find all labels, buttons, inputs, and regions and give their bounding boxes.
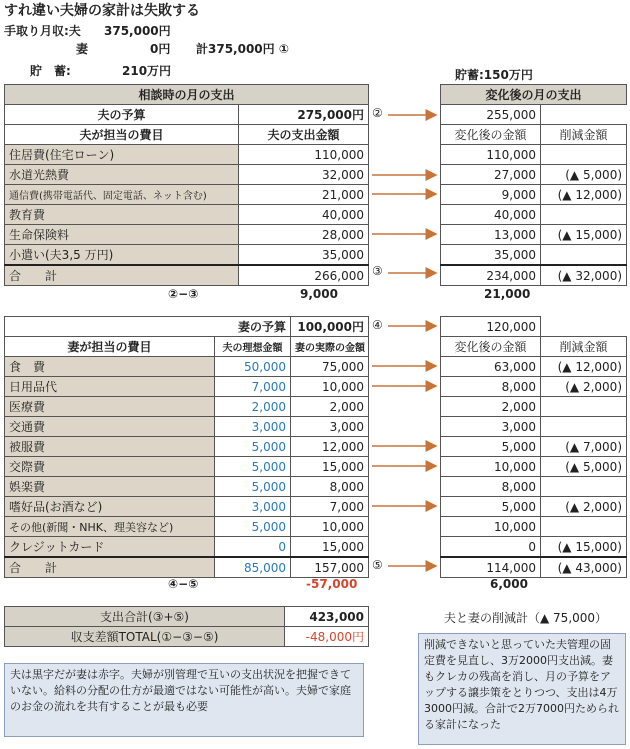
balance-value: -48,000円 [285,627,369,647]
table-row-label: 通信費(携帯電話代、固定電話、ネット含む) [5,185,239,205]
table-row-label: 娯楽費 [5,477,215,497]
table-cell-amount: 35,000 [441,245,541,266]
table-cell-amount: 9,000 [441,185,541,205]
after-col-amount: 変化後の金額 [441,337,541,357]
husband-header: 相談時の月の支出 [5,85,369,105]
table-cell-cut: (▲ 15,000) [541,537,627,558]
table-row-label: 水道光熱費 [5,165,239,185]
table-row-label: 生命保険料 [5,225,239,245]
table-row-label: 交通費 [5,417,215,437]
table-cell-actual: 15,000 [291,537,369,558]
table-cell-cut: (▲ 7,000) [541,437,627,457]
marker-4: ④ [372,318,383,332]
table-cell-ideal: 7,000 [215,377,291,397]
wife-budget-label: 妻の予算 [5,317,291,337]
table-cell-cut: (▲ 12,000) [541,357,627,377]
table-cell-ideal: 3,000 [215,497,291,517]
wife-diff-label: ④−⑤ [168,577,199,591]
table-cell-amount: 0 [441,537,541,558]
note-right: 削減できないと思っていた夫管理の固定費を見直し、3万2000円支出減。妻もクレカの残高を消し、月の予算をアップする譲歩策をとりつつ、支出は4万3000円減。合計で2万7000円ためられる家計になった [418,633,626,745]
husband-budget-label: 夫の予算 [5,105,239,125]
after-col-cut: 削減金額 [541,337,627,357]
table-cell-actual: 15,000 [291,457,369,477]
husband-col-amount: 夫の支出金額 [239,125,369,145]
wife-after-budget: 120,000 [441,317,541,337]
after-col-cut: 削減金額 [541,125,627,145]
page-title: すれ違い夫婦の家計は失敗する [4,3,200,19]
table-cell-amount: 110,000 [441,145,541,165]
table-cell-amount: 40,000 [441,205,541,225]
table-cell-ideal: 5,000 [215,517,291,537]
cut-total: 夫と妻の削減計（▲ 75,000） [444,611,608,625]
table-row-label: 教育費 [5,205,239,225]
table-cell-cut: (▲ 2,000) [541,497,627,517]
table-cell-actual: 10,000 [291,517,369,537]
table-cell-amount: 35,000 [239,245,369,266]
table-row-label: 交際費 [5,457,215,477]
table-cell-amount: 110,000 [239,145,369,165]
table-cell-cut: (▲ 2,000) [541,377,627,397]
table-row-label: 小遣い(夫3,5 万円) [5,245,239,266]
wife-budget-value: 100,000円 [291,317,369,337]
table-cell-actual: 3,000 [291,417,369,437]
husband-after-diff: 21,000 [484,287,531,301]
table-cell-ideal: 3,000 [215,417,291,437]
husband-after-budget: 255,000 [441,105,541,125]
husband-diff-label: ②−③ [168,287,199,301]
wife-income-label: 妻 [76,42,89,56]
table-cell-amount: 27,000 [441,165,541,185]
husband-after-total: 234,000 [441,265,541,286]
table-cell-amount: 5,000 [441,437,541,457]
spend-total-label: 支出合計(③+⑤) [5,607,285,627]
table-row-label: クレジットカード [5,537,215,558]
wife-after-total-cut: (▲ 43,000) [541,557,627,578]
table-cell-cut: (▲ 5,000) [541,457,627,477]
wife-col-ideal: 夫の理想金額 [215,337,291,357]
table-cell-amount: 63,000 [441,357,541,377]
table-row-label: 嗜好品(お酒など) [5,497,215,517]
husband-budget-value: 275,000円 [239,105,369,125]
table-cell-amount: 2,000 [441,397,541,417]
husband-diff-value: 9,000 [300,287,338,301]
after-col-amount: 変化後の金額 [441,125,541,145]
table-cell-ideal: 50,000 [215,357,291,377]
wife-income: 0円 [150,42,171,56]
table-cell-amount: 10,000 [441,517,541,537]
table-cell-ideal: 0 [215,537,291,558]
table-cell-actual: 10,000 [291,377,369,397]
balance-label: 収支差額TOTAL(①−③−⑤) [5,627,285,647]
husband-after-total-cut: (▲ 32,000) [541,265,627,286]
table-cell-actual: 7,000 [291,497,369,517]
table-cell-amount: 8,000 [441,477,541,497]
table-cell-cut: (▲ 5,000) [541,165,627,185]
wife-diff-value: -57,000 [306,577,358,591]
table-cell-amount: 13,000 [441,225,541,245]
wife-after-total: 114,000 [441,557,541,578]
income-total: 計375,000円 ① [196,42,289,56]
income-label: 手取り月収:夫 [4,24,81,38]
table-cell-actual: 2,000 [291,397,369,417]
marker-2: ② [372,106,383,120]
table-cell-ideal: 5,000 [215,457,291,477]
savings-label: 貯 蓄: [30,64,71,78]
table-cell-actual: 8,000 [291,477,369,497]
table-cell-ideal: 5,000 [215,437,291,457]
husband-income: 375,000円 [104,24,171,38]
table-row-label: 日用品代 [5,377,215,397]
savings-before: 210万円 [122,64,172,78]
marker-5: ⑤ [372,558,383,572]
after-header: 変化後の月の支出 [441,85,627,105]
spend-total-value: 423,000 [285,607,369,627]
table-cell-ideal: 5,000 [215,477,291,497]
table-cell-amount: 8,000 [441,377,541,397]
wife-total-ideal: 85,000 [215,557,291,578]
wife-col-actual: 妻の実際の金額 [291,337,369,357]
table-cell-amount: 40,000 [239,205,369,225]
table-cell-amount: 21,000 [239,185,369,205]
table-cell-cut: (▲ 15,000) [541,225,627,245]
table-row-label: 住居費(住宅ローン) [5,145,239,165]
table-cell-actual: 75,000 [291,357,369,377]
husband-total-label: 合 計 [5,265,239,286]
table-cell-amount: 10,000 [441,457,541,477]
savings-after: 貯蓄:150万円 [455,68,533,82]
table-cell-ideal: 2,000 [215,397,291,417]
marker-3: ③ [372,264,383,278]
table-cell-actual: 12,000 [291,437,369,457]
husband-col-item: 夫が担当の費目 [5,125,239,145]
table-row-label: 食 費 [5,357,215,377]
wife-col-item: 妻が担当の費目 [5,337,215,357]
table-row-label: 被服費 [5,437,215,457]
wife-total-actual: 157,000 [291,557,369,578]
husband-total-value: 266,000 [239,265,369,286]
note-left: 夫は黒字だが妻は赤字。夫婦が別管理で互いの支出状況を把握できていない。給料の分配の仕方が最適ではない可能性が高い。夫婦で家庭のお金の流れを共有することが最も必要 [4,663,364,737]
table-cell-amount: 28,000 [239,225,369,245]
wife-total-label: 合 計 [5,557,215,578]
table-row-label: 医療費 [5,397,215,417]
table-cell-amount: 32,000 [239,165,369,185]
table-row-label: その他(新聞・NHK、理美容など) [5,517,215,537]
wife-after-diff: 6,000 [490,577,528,591]
table-cell-cut: (▲ 12,000) [541,185,627,205]
table-cell-amount: 5,000 [441,497,541,517]
table-cell-amount: 3,000 [441,417,541,437]
